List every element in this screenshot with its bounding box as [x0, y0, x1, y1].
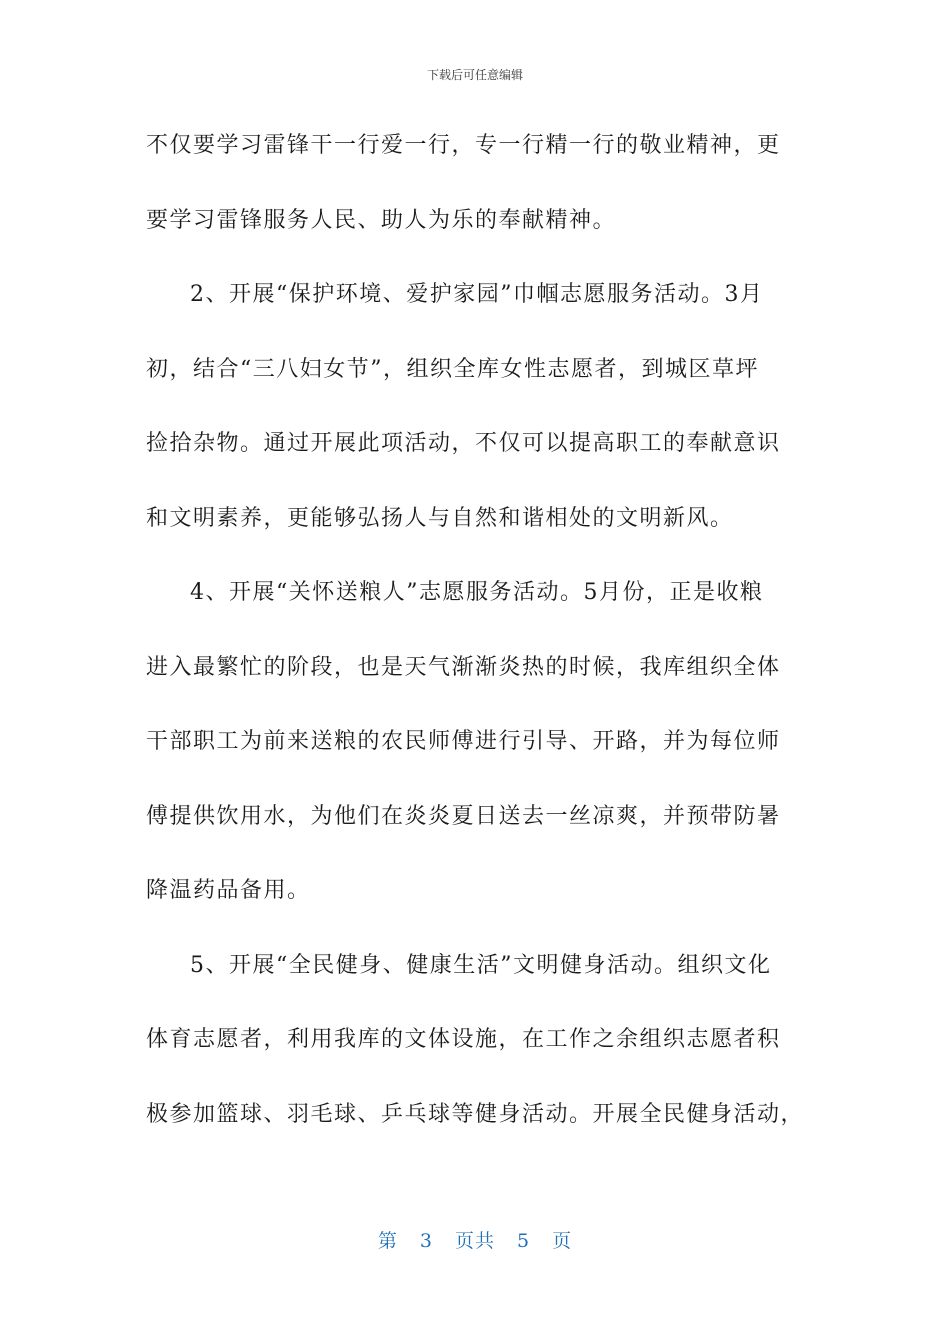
paragraph-start-line: 4、开展“关怀送粮人”志愿服务活动。5月份，正是收粮: [190, 580, 764, 605]
text-line: 和文明素养，更能够弘扬人与自然和谐相处的文明新风。: [146, 505, 734, 531]
page-number-footer: [0, 1226, 950, 1253]
text-line: 体育志愿者，利用我库的文体设施，在工作之余组织志愿者积: [146, 1027, 781, 1052]
text-line: 初，结合“三八妇女节”，组织全库女性志愿者，到城区草坪: [146, 356, 759, 382]
footer-middle: 页共: [454, 1230, 495, 1252]
text-line: 傅提供饮用水，为他们在炎炎夏日送去一丝凉爽，并预带防暑: [146, 803, 781, 829]
current-page-number: 3: [419, 1230, 433, 1252]
document-body: [146, 120, 806, 1163]
text-line: 捡拾杂物。通过开展此项活动，不仅可以提高职工的奉献意识: [146, 431, 781, 456]
footer-prefix: 第: [377, 1230, 398, 1252]
text-line: 极参加篮球、羽毛球、乒乓球等健身活动。开展全民健身活动，: [146, 1101, 805, 1127]
text-line: 降温药品备用。: [146, 878, 311, 903]
text-line: 要学习雷锋服务人民、助人为乐的奉献精神。: [146, 207, 617, 233]
text-line: 不仅要学习雷锋干一行爱一行，专一行精一行的敬业精神，更: [146, 133, 781, 158]
paragraph-start-line: 5、开展“全民健身、健康生活”文明健身活动。组织文化: [190, 952, 772, 978]
text-line: 进入最繁忙的阶段，也是天气渐渐炎热的时候，我库组织全体: [146, 654, 781, 680]
text-line: 干部职工为前来送粮的农民师傅进行引导、开路，并为每位师: [146, 729, 781, 754]
paragraph-start-line: 2、开展“保护环境、爱护家园”巾帼志愿服务活动。3月: [190, 282, 764, 307]
total-page-count: 5: [517, 1230, 531, 1252]
footer-suffix: 页: [552, 1230, 573, 1252]
page-header: 下载后可任意编辑: [426, 68, 523, 82]
